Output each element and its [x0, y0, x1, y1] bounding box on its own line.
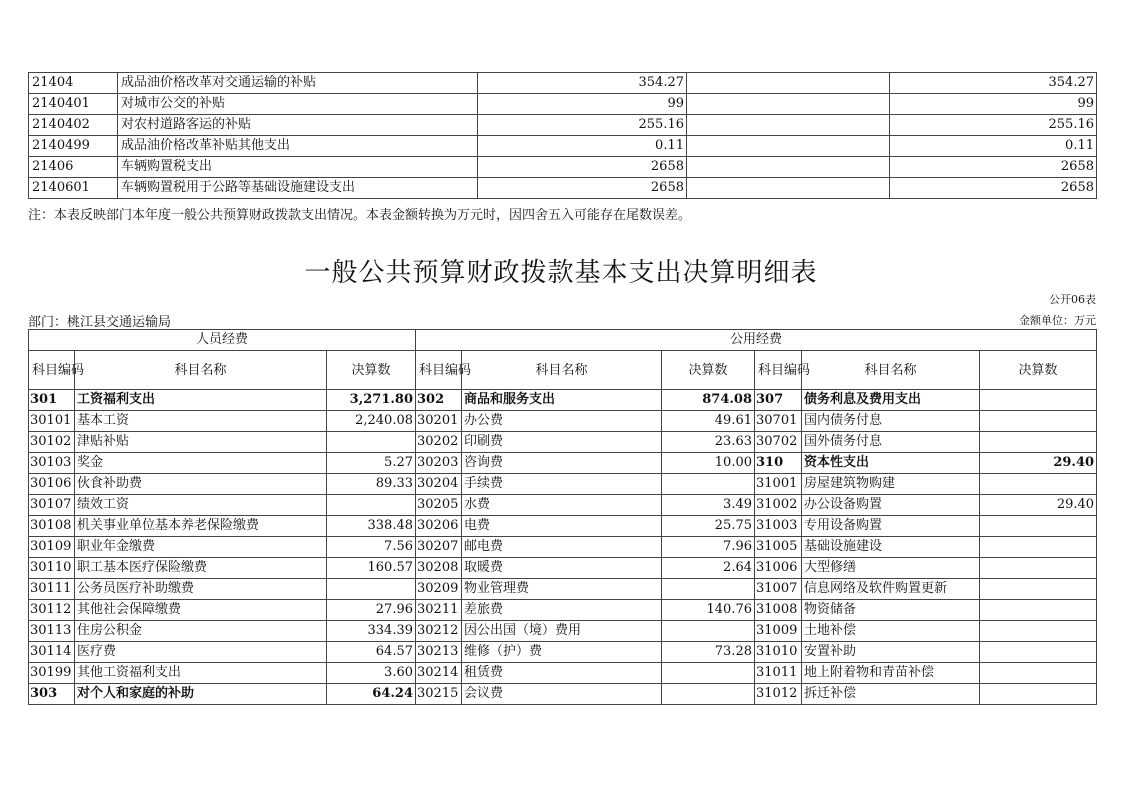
amount-cell: 89.33 — [327, 474, 416, 495]
subject-name: 医疗费 — [75, 642, 327, 663]
table-row — [29, 663, 1097, 684]
name-header: 科目名称 — [75, 351, 327, 390]
amount-cell — [687, 115, 890, 136]
subject-code: 302 — [416, 390, 462, 411]
subject-code: 30206 — [416, 516, 462, 537]
subject-name: 津贴补贴 — [75, 432, 327, 453]
amount-cell — [662, 663, 755, 684]
subject-code: 30702 — [755, 432, 802, 453]
amount-cell — [980, 558, 1097, 579]
subject-name: 印刷费 — [462, 432, 662, 453]
table-row — [29, 453, 1097, 474]
public-header: 公用经费 — [416, 330, 1097, 351]
table-row — [29, 537, 1097, 558]
amount-cell: 334.39 — [327, 621, 416, 642]
amount-cell — [980, 642, 1097, 663]
subject-code: 31010 — [755, 642, 802, 663]
amount-cell: 354.27 — [478, 73, 687, 94]
subject-name: 电费 — [462, 516, 662, 537]
subject-name: 住房公积金 — [75, 621, 327, 642]
subject-name: 职工基本医疗保险缴费 — [75, 558, 327, 579]
amount-unit-label: 金额单位：万元 — [1019, 314, 1096, 327]
amount-cell: 7.96 — [662, 537, 755, 558]
table-row — [29, 390, 1097, 411]
subject-name: 绩效工资 — [75, 495, 327, 516]
subject-code: 31002 — [755, 495, 802, 516]
subject-name: 对农村道路客运的补贴 — [118, 115, 478, 136]
amount-cell: 73.28 — [662, 642, 755, 663]
subject-code: 30112 — [29, 600, 75, 621]
subject-name: 安置补助 — [802, 642, 980, 663]
amount-cell: 29.40 — [980, 453, 1097, 474]
subject-name: 取暖费 — [462, 558, 662, 579]
amount-cell — [687, 73, 890, 94]
subject-name: 物业管理费 — [462, 579, 662, 600]
subject-code: 31005 — [755, 537, 802, 558]
subject-code: 2140499 — [29, 136, 118, 157]
subject-name: 公务员医疗补助缴费 — [75, 579, 327, 600]
subject-name: 其他工资福利支出 — [75, 663, 327, 684]
subject-name: 对个人和家庭的补助 — [75, 684, 327, 705]
table-row — [29, 642, 1097, 663]
subject-code: 30108 — [29, 516, 75, 537]
subject-name: 租赁费 — [462, 663, 662, 684]
amount-cell: 25.75 — [662, 516, 755, 537]
name-header: 科目名称 — [802, 351, 980, 390]
table-row — [29, 600, 1097, 621]
subject-name: 大型修缮 — [802, 558, 980, 579]
table-row — [29, 411, 1097, 432]
subject-code: 30205 — [416, 495, 462, 516]
amount-cell: 2,240.08 — [327, 411, 416, 432]
subject-name: 物资储备 — [802, 600, 980, 621]
subject-name: 因公出国（境）费用 — [462, 621, 662, 642]
amount-cell: 2658 — [478, 157, 687, 178]
subject-code: 31003 — [755, 516, 802, 537]
subject-name: 咨询费 — [462, 453, 662, 474]
amount-cell: 3.60 — [327, 663, 416, 684]
subject-code: 30199 — [29, 663, 75, 684]
subject-code: 21404 — [29, 73, 118, 94]
subject-name: 资本性支出 — [802, 453, 980, 474]
subject-code: 30109 — [29, 537, 75, 558]
basic-expenditure-detail-table — [28, 329, 1097, 705]
subject-code: 30103 — [29, 453, 75, 474]
subject-name: 成品油价格改革补贴其他支出 — [118, 136, 478, 157]
subject-code: 21406 — [29, 157, 118, 178]
subject-code: 30211 — [416, 600, 462, 621]
table-row — [29, 94, 1097, 115]
subject-code: 2140601 — [29, 178, 118, 199]
table-note: 注：本表反映部门本年度一般公共预算财政拨款支出情况。本表金额转换为万元时，因四舍五入可能存在尾数误差。 — [28, 208, 692, 223]
subject-name: 其他社会保障缴费 — [75, 600, 327, 621]
subject-name: 邮电费 — [462, 537, 662, 558]
amount-cell — [980, 621, 1097, 642]
subject-code: 30114 — [29, 642, 75, 663]
table-row — [29, 684, 1097, 705]
table-row — [29, 432, 1097, 453]
amount-header: 决算数 — [980, 351, 1097, 390]
amount-cell — [980, 411, 1097, 432]
subject-name: 伙食补助费 — [75, 474, 327, 495]
subject-code: 30204 — [416, 474, 462, 495]
subject-name: 手续费 — [462, 474, 662, 495]
subject-code: 30701 — [755, 411, 802, 432]
subject-code: 2140402 — [29, 115, 118, 136]
amount-cell: 2.64 — [662, 558, 755, 579]
amount-cell — [980, 537, 1097, 558]
subject-name: 水费 — [462, 495, 662, 516]
amount-cell — [980, 390, 1097, 411]
amount-cell: 338.48 — [327, 516, 416, 537]
amount-cell — [662, 474, 755, 495]
name-header: 科目名称 — [462, 351, 662, 390]
subject-code: 310 — [755, 453, 802, 474]
amount-cell: 5.27 — [327, 453, 416, 474]
amount-cell: 2658 — [890, 157, 1097, 178]
amount-cell: 49.61 — [662, 411, 755, 432]
subject-name: 房屋建筑物购建 — [802, 474, 980, 495]
amount-cell: 3.49 — [662, 495, 755, 516]
group-header-row — [29, 330, 1097, 351]
column-header-row — [29, 351, 1097, 390]
table-row — [29, 579, 1097, 600]
amount-cell: 0.11 — [478, 136, 687, 157]
amount-cell: 10.00 — [662, 453, 755, 474]
subject-name: 国内债务付息 — [802, 411, 980, 432]
amount-cell — [980, 474, 1097, 495]
subject-code: 31008 — [755, 600, 802, 621]
amount-cell: 0.11 — [890, 136, 1097, 157]
subject-code: 31012 — [755, 684, 802, 705]
subject-name: 基础设施建设 — [802, 537, 980, 558]
amount-cell: 64.57 — [327, 642, 416, 663]
amount-cell — [662, 621, 755, 642]
amount-cell — [980, 663, 1097, 684]
amount-cell: 140.76 — [662, 600, 755, 621]
amount-cell — [687, 94, 890, 115]
subject-code: 31009 — [755, 621, 802, 642]
amount-cell — [662, 579, 755, 600]
subject-name: 对城市公交的补贴 — [118, 94, 478, 115]
subject-code: 30207 — [416, 537, 462, 558]
code-header: 科目编码 — [416, 351, 462, 390]
subject-code: 30201 — [416, 411, 462, 432]
subject-code: 30208 — [416, 558, 462, 579]
subject-name: 商品和服务支出 — [462, 390, 662, 411]
subject-name: 专用设备购置 — [802, 516, 980, 537]
subject-name: 地上附着物和青苗补偿 — [802, 663, 980, 684]
personnel-header: 人员经费 — [29, 330, 416, 351]
subject-name: 基本工资 — [75, 411, 327, 432]
subject-code: 303 — [29, 684, 75, 705]
code-header: 科目编码 — [755, 351, 802, 390]
subject-code: 30113 — [29, 621, 75, 642]
amount-cell — [980, 579, 1097, 600]
subject-code: 30203 — [416, 453, 462, 474]
subject-code: 31011 — [755, 663, 802, 684]
table-row — [29, 621, 1097, 642]
page-title: 一般公共预算财政拨款基本支出决算明细表 — [304, 258, 818, 288]
subject-name: 差旅费 — [462, 600, 662, 621]
subject-name: 办公费 — [462, 411, 662, 432]
subject-name: 信息网络及软件购置更新 — [802, 579, 980, 600]
subject-name: 会议费 — [462, 684, 662, 705]
subject-code: 31006 — [755, 558, 802, 579]
amount-cell — [980, 684, 1097, 705]
amount-cell — [327, 432, 416, 453]
department-label: 部门：桃江县交通运输局 — [28, 315, 172, 330]
subject-name: 维修（护）费 — [462, 642, 662, 663]
table-row — [29, 73, 1097, 94]
amount-cell — [980, 516, 1097, 537]
subject-name: 车辆购置税用于公路等基础设施建设支出 — [118, 178, 478, 199]
form-number: 公开06表 — [1049, 293, 1096, 306]
amount-cell: 3,271.80 — [327, 390, 416, 411]
subject-code: 301 — [29, 390, 75, 411]
subject-name: 债务利息及费用支出 — [802, 390, 980, 411]
table-row — [29, 157, 1097, 178]
subject-code: 307 — [755, 390, 802, 411]
subject-name: 奖金 — [75, 453, 327, 474]
amount-cell — [687, 157, 890, 178]
subject-code: 2140401 — [29, 94, 118, 115]
amount-cell — [662, 684, 755, 705]
amount-cell: 27.96 — [327, 600, 416, 621]
subject-name: 工资福利支出 — [75, 390, 327, 411]
amount-cell: 2658 — [478, 178, 687, 199]
subject-code: 30215 — [416, 684, 462, 705]
subject-code: 30106 — [29, 474, 75, 495]
amount-cell — [687, 178, 890, 199]
code-header: 科目编码 — [29, 351, 75, 390]
detail-table-body — [29, 330, 1097, 705]
subject-code: 30212 — [416, 621, 462, 642]
subject-code: 30202 — [416, 432, 462, 453]
summary-table-body — [29, 73, 1097, 199]
table-row — [29, 495, 1097, 516]
table-row — [29, 474, 1097, 495]
amount-cell — [980, 432, 1097, 453]
subject-code: 30213 — [416, 642, 462, 663]
expenditure-summary-table — [28, 72, 1097, 199]
amount-cell: 29.40 — [980, 495, 1097, 516]
amount-cell: 255.16 — [478, 115, 687, 136]
subject-code: 30111 — [29, 579, 75, 600]
amount-cell: 23.63 — [662, 432, 755, 453]
amount-header: 决算数 — [662, 351, 755, 390]
subject-code: 30214 — [416, 663, 462, 684]
subject-code: 30101 — [29, 411, 75, 432]
subject-name: 拆迁补偿 — [802, 684, 980, 705]
amount-cell: 255.16 — [890, 115, 1097, 136]
table-row — [29, 115, 1097, 136]
amount-cell — [687, 136, 890, 157]
table-row — [29, 136, 1097, 157]
subject-code: 30107 — [29, 495, 75, 516]
amount-cell — [327, 579, 416, 600]
subject-name: 土地补偿 — [802, 621, 980, 642]
table-row — [29, 516, 1097, 537]
subject-code: 31007 — [755, 579, 802, 600]
amount-cell: 99 — [890, 94, 1097, 115]
amount-header: 决算数 — [327, 351, 416, 390]
amount-cell: 7.56 — [327, 537, 416, 558]
amount-cell: 160.57 — [327, 558, 416, 579]
table-row — [29, 558, 1097, 579]
subject-name: 职业年金缴费 — [75, 537, 327, 558]
subject-name: 成品油价格改革对交通运输的补贴 — [118, 73, 478, 94]
amount-cell: 874.08 — [662, 390, 755, 411]
subject-code: 30209 — [416, 579, 462, 600]
subject-code: 30110 — [29, 558, 75, 579]
subject-code: 30102 — [29, 432, 75, 453]
amount-cell — [980, 600, 1097, 621]
amount-cell: 354.27 — [890, 73, 1097, 94]
table-row — [29, 178, 1097, 199]
subject-name: 机关事业单位基本养老保险缴费 — [75, 516, 327, 537]
amount-cell: 99 — [478, 94, 687, 115]
subject-name: 办公设备购置 — [802, 495, 980, 516]
amount-cell: 64.24 — [327, 684, 416, 705]
amount-cell — [327, 495, 416, 516]
subject-name: 车辆购置税支出 — [118, 157, 478, 178]
amount-cell: 2658 — [890, 178, 1097, 199]
subject-code: 31001 — [755, 474, 802, 495]
subject-name: 国外债务付息 — [802, 432, 980, 453]
